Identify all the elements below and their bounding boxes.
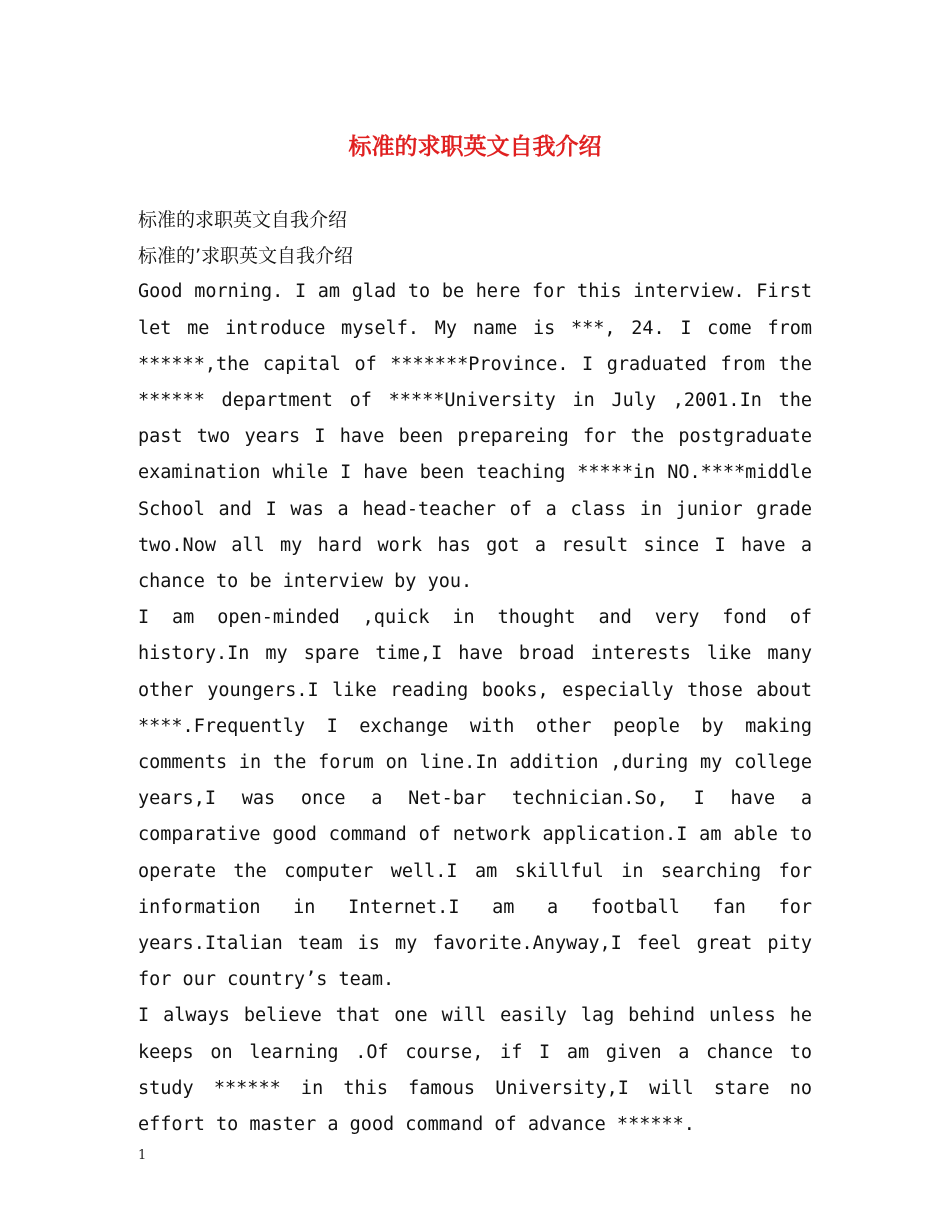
paragraph-learning: I always believe that one will easily lag behind unless he keeps on learning .Of course, if I am given a chance to study ****** in this famous University,I will stare no effort to master a good command of advance ******. xyxy=(138,1005,812,1136)
document-body xyxy=(138,202,812,1143)
document-title: 标准的求职英文自我介绍 xyxy=(348,133,602,160)
page-number: 1 xyxy=(138,1148,147,1163)
heading-line-1: 标准的求职英文自我介绍 xyxy=(138,209,348,231)
paragraph-interests: I am open-minded ,quick in thought and very fond of history.In my spare time,I have broad interests like many other youngers.I like reading books, especially those about ****.Frequently I exchange with other people by making comments in the forum on line.In addition ,during my college years,I was once a Net-bar technician.So, I have a comparative good command of network application.I am able to operate the computer well.I am skillful in searching for information in Internet.I am a football fan for years.Italian team is my favorite.Anyway,I feel great pity for our country’s team. xyxy=(138,607,812,991)
paragraph-intro: Good morning. I am glad to be here for this interview. First let me introduce myself. My name is ***, 24. I come from ******,the capital of *******Province. I graduated from the ****** department of *****University in July ,2001.In the past two years I have been prepareing for the postgraduate examination while I have been teaching *****in NO.****middle School and I was a head-teacher of a class in junior grade two.Now all my hard work has got a result since I have a chance to be interview by you. xyxy=(138,281,812,593)
heading-line-2: 标准的’求职英文自我介绍 xyxy=(138,245,354,268)
